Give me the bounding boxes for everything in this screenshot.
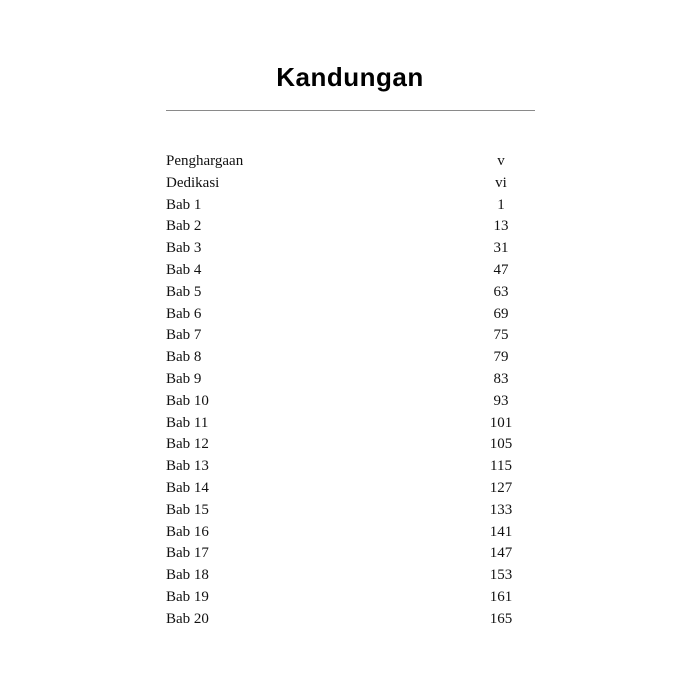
toc-entry-label: Bab 10	[166, 392, 209, 409]
toc-entry-label: Bab 8	[166, 349, 202, 366]
toc-entry-label: Bab 6	[166, 305, 202, 322]
toc-entry	[166, 434, 521, 456]
toc-entry-label: Bab 12	[166, 436, 209, 453]
toc-entry-label: Bab 18	[166, 567, 209, 584]
toc-entry-label: Bab 9	[166, 370, 202, 387]
toc-entry	[166, 282, 521, 304]
toc-entry-label: Bab 5	[166, 283, 202, 300]
toc-entry-label: Bab 2	[166, 218, 202, 235]
toc-entry	[166, 151, 521, 173]
toc-entry-page-number: 127	[489, 479, 513, 496]
toc-entry	[166, 391, 521, 413]
toc-entry-page-number: 105	[489, 436, 513, 453]
toc-entry-page-number: 79	[493, 349, 509, 366]
toc-entry-page-number: 13	[493, 218, 509, 235]
toc-entry	[166, 609, 521, 631]
toc-entry-page-number: 153	[489, 567, 513, 584]
toc-entry-label: Bab 14	[166, 479, 209, 496]
toc-entry	[166, 522, 521, 544]
toc-entry-label: Bab 20	[166, 610, 209, 627]
toc-entry	[166, 478, 521, 500]
toc-entry-label: Bab 17	[166, 545, 209, 562]
toc-entry-label: Bab 1	[166, 196, 202, 213]
toc-entry-page-number: 31	[493, 240, 509, 257]
title-divider	[166, 110, 535, 111]
toc-entry	[166, 369, 521, 391]
toc-entry-page-number: 165	[489, 610, 513, 627]
toc-entry-page-number: 63	[493, 283, 509, 300]
toc-entry-label: Bab 7	[166, 327, 202, 344]
toc-entry	[166, 347, 521, 369]
toc-entry	[166, 238, 521, 260]
toc-entry-page-number: v	[497, 153, 505, 169]
toc-entry	[166, 325, 521, 347]
toc-entry-page-number: 133	[489, 501, 513, 518]
toc-entry-page-number: 141	[489, 523, 513, 540]
toc-entry-page-number: 83	[493, 370, 509, 387]
toc-entry-label: Bab 11	[166, 414, 209, 431]
toc-entry-page-number: 115	[490, 458, 512, 475]
toc-entry-label: Bab 19	[166, 588, 209, 605]
toc-entry	[166, 500, 521, 522]
toc-entry-page-number: 93	[493, 392, 509, 409]
table-of-contents	[166, 151, 521, 631]
toc-entry	[166, 216, 521, 238]
toc-entry-page-number: 1	[497, 196, 505, 213]
page-title: Kandungan	[276, 62, 424, 92]
toc-entry-label: Bab 16	[166, 523, 209, 540]
toc-entry	[166, 173, 521, 195]
toc-entry	[166, 587, 521, 609]
toc-entry	[166, 565, 521, 587]
toc-entry-page-number: 161	[489, 588, 513, 605]
toc-entry-label: Penghargaan	[166, 153, 244, 169]
toc-entry-page-number: 101	[489, 414, 513, 431]
toc-entry	[166, 543, 521, 565]
toc-entry	[166, 304, 521, 326]
toc-entry	[166, 260, 521, 282]
toc-entry-page-number: 69	[493, 305, 509, 322]
toc-entry	[166, 456, 521, 478]
toc-entry-label: Bab 13	[166, 458, 209, 475]
toc-entry-label: Bab 3	[166, 240, 202, 257]
toc-entry-page-number: 147	[489, 545, 513, 562]
toc-entry	[166, 413, 521, 435]
toc-entry-page-number: 47	[493, 261, 509, 278]
toc-entry-label: Bab 4	[166, 261, 202, 278]
toc-entry-label: Dedikasi	[166, 174, 220, 191]
toc-entry-page-number: vi	[495, 174, 507, 191]
toc-entry-label: Bab 15	[166, 501, 209, 518]
toc-entry-page-number: 75	[493, 327, 509, 344]
toc-entry	[166, 195, 521, 217]
